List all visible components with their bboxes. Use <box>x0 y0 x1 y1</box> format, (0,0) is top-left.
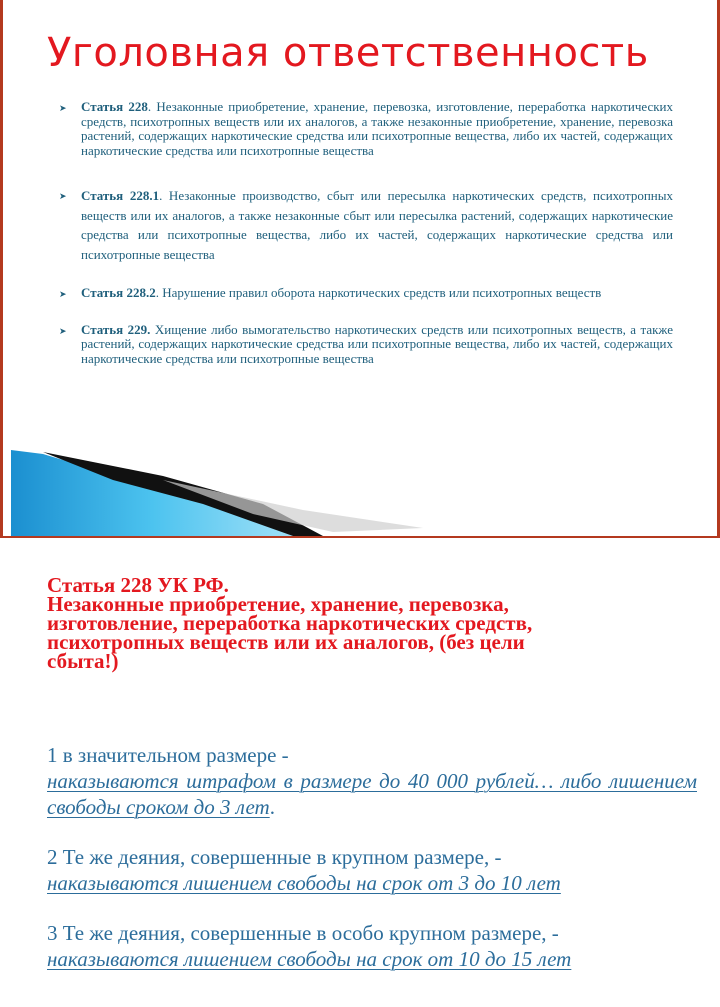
penalty-tail: . <box>269 795 275 819</box>
article-item <box>55 100 673 158</box>
article-text: . Нарушение правил оборота наркотических средств или психотропных веществ <box>155 285 602 300</box>
heading-line: сбыта!) <box>47 649 119 673</box>
arrow-bullet-icon: ➤ <box>59 191 67 201</box>
penalty-sentence-block <box>47 870 697 896</box>
article-text: . Незаконные производство, сбыт или пересылка наркотических средств, психотропных веществ или их аналогов, а также незаконные сбыт или пересылка растений, содержащих наркотические средства или психотропные вещества, либо их частей, содержащих наркотические средства или психотропные вещества <box>81 188 673 262</box>
heading-line: Незаконные приобретение, хранение, перевозка, <box>47 592 509 616</box>
heading-line: изготовление, переработка наркотических средств, <box>47 611 533 635</box>
penalty-sentence: наказываются лишением свободы на срок от 10 до 15 лет <box>47 947 572 971</box>
article-heading <box>47 573 647 673</box>
penalty-sentence-block <box>47 946 697 972</box>
slide-title: Уголовная ответственность <box>47 30 649 76</box>
swoosh-blue-band <box>11 450 293 536</box>
penalty-case: 3 Те же деяния, совершенные в особо крупном размере, - <box>47 921 559 945</box>
penalty-item <box>47 844 697 896</box>
penalty-case: 2 Те же деяния, совершенные в крупном размере, - <box>47 845 502 869</box>
article-item <box>55 286 673 301</box>
slide-divider <box>0 536 720 548</box>
article-item <box>55 323 673 367</box>
heading-line: психотропных веществ или их аналогов, (без цели <box>47 630 525 654</box>
slide-article-228 <box>0 548 720 1007</box>
penalty-sentence: наказываются лишением свободы на срок от 3 до 10 лет <box>47 871 561 895</box>
penalty-case: 1 в значительном размере - <box>47 743 289 767</box>
article-text: Хищение либо вымогательство наркотических средств или психотропных веществ, а также растений, содержащих наркотические средства или психотропные вещества, либо их частей, содержащих наркотические средства или психотропные вещества <box>81 321 674 366</box>
article-label: Статья 228 <box>81 99 148 114</box>
article-list <box>55 100 673 366</box>
arrow-bullet-icon: ➤ <box>59 325 67 336</box>
arrow-bullet-icon: ➤ <box>59 289 67 299</box>
article-label: Статья 228.1 <box>81 188 160 203</box>
penalty-sentence-block <box>47 768 697 820</box>
penalty-sentence: наказываются штрафом в размере до 40 000 рублей… либо лишением свободы сроком до 3 лет <box>47 769 697 819</box>
penalty-item <box>47 742 697 820</box>
penalty-item <box>47 920 697 972</box>
article-label: Статья 229. <box>81 321 151 337</box>
heading-line: Статья 228 УК РФ. <box>47 573 229 597</box>
article-text: . Незаконные приобретение, хранение, перевозка, изготовление, переработка наркотических средств, психотропных веществ или их аналогов, а также незаконные приобретение, хранение, перевозка растений, содержащих наркотические средства или психотропные вещества, либо их частей, содержащих наркотические средства или психотропные вещества <box>81 99 674 158</box>
arrow-bullet-icon: ➤ <box>59 103 67 113</box>
article-item <box>55 186 673 264</box>
article-label: Статья 228.2 <box>81 285 156 300</box>
decorative-swoosh <box>3 440 720 536</box>
